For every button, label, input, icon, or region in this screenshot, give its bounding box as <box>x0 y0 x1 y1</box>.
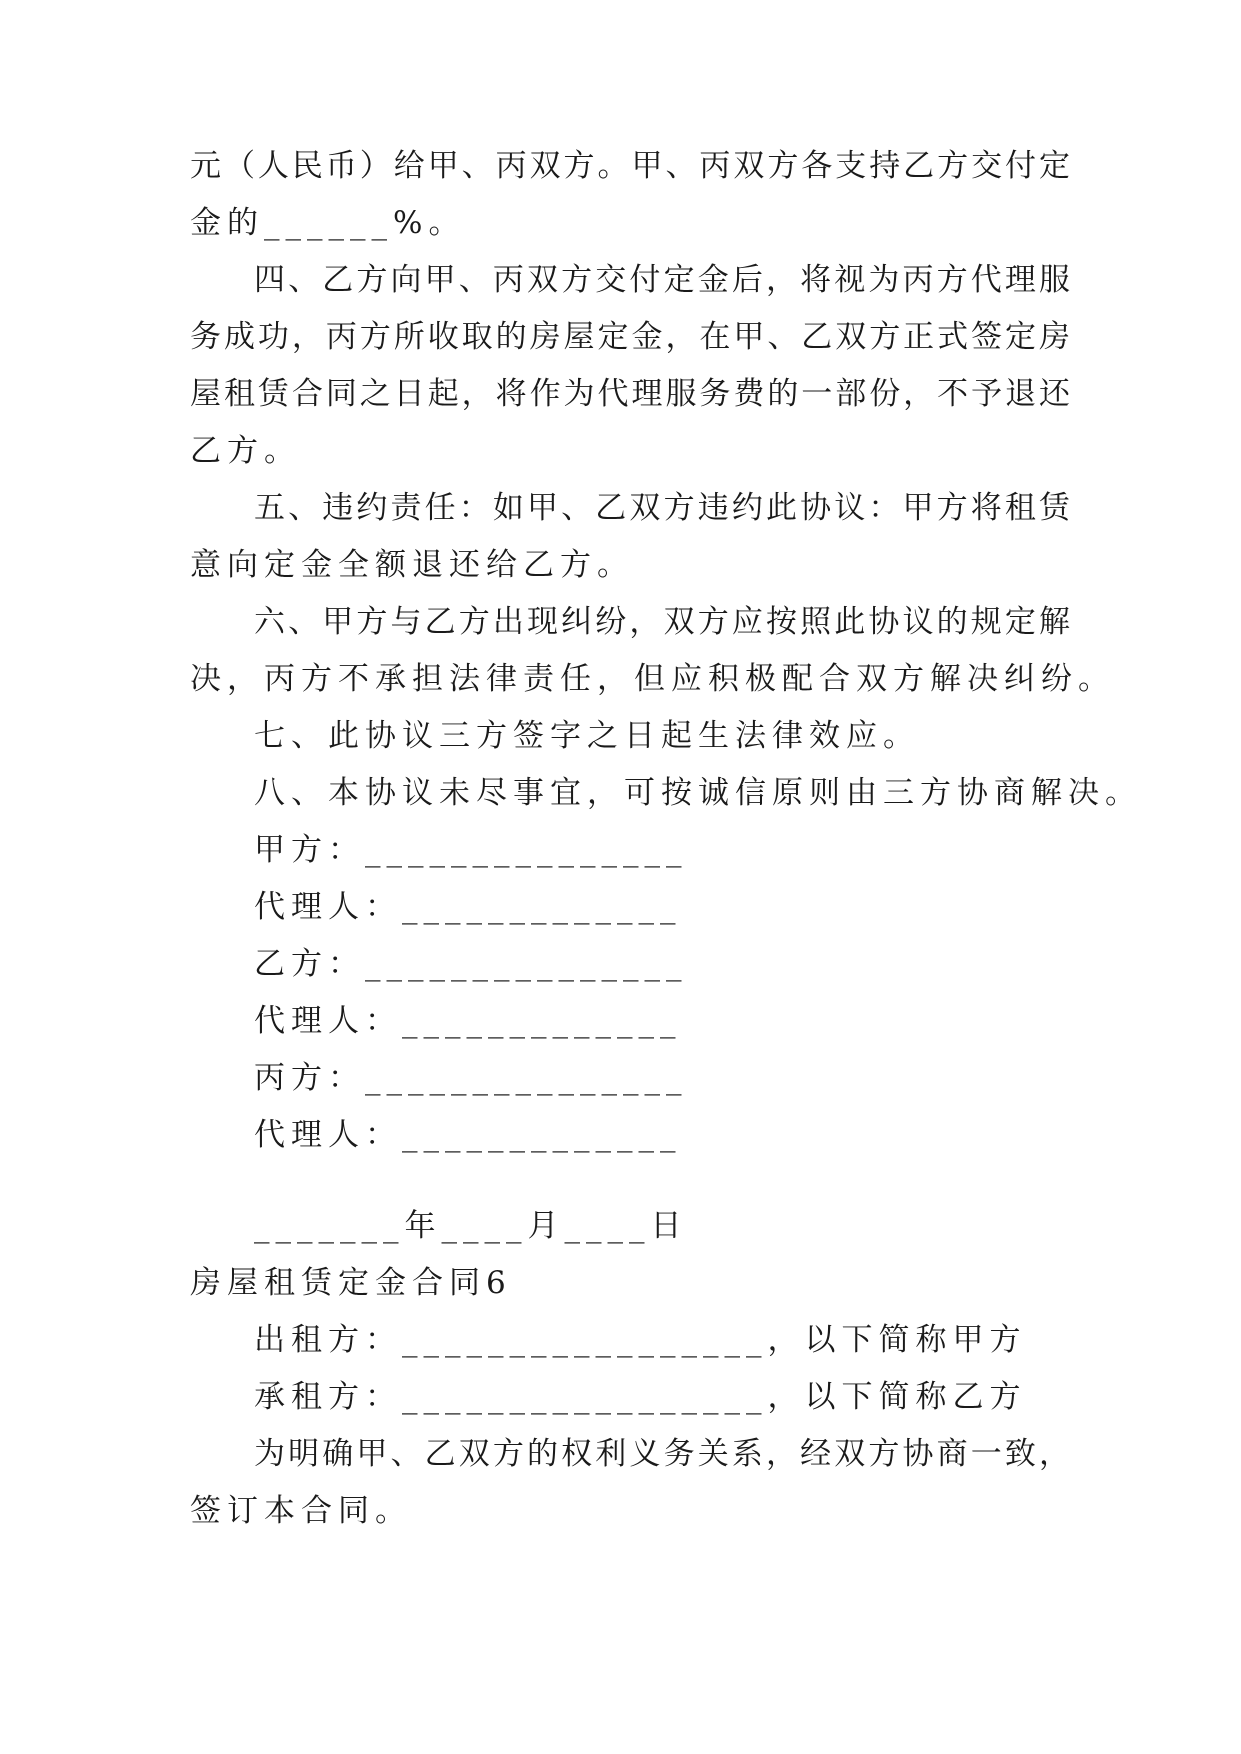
party-a-signature-line: 甲方：_______________ <box>254 832 688 868</box>
date-line: _______年____月____日 <box>254 1208 688 1244</box>
clause-four-line: 四、乙方向甲、丙双方交付定金后，将视为丙方代理服 <box>254 262 1070 298</box>
agent-signature-line: 代理人：_____________ <box>254 1003 682 1039</box>
agent-signature-line: 代理人：_____________ <box>254 889 682 925</box>
clause-five-line: 五、违约责任：如甲、乙双方违约此协议：甲方将租赁 <box>254 490 1070 526</box>
lessee-line: 承租方：_________________，以下简称乙方 <box>254 1379 1027 1415</box>
preamble-line: 为明确甲、乙双方的权利义务关系，经双方协商一致， <box>254 1436 1070 1472</box>
clause-eight-line: 八、本协议未尽事宜，可按诚信原则由三方协商解决。 <box>254 775 1142 811</box>
lessor-line: 出租方：_________________，以下简称甲方 <box>254 1322 1027 1358</box>
party-c-signature-line: 丙方：_______________ <box>254 1060 688 1096</box>
paragraph-line: 签订本合同。 <box>190 1493 412 1529</box>
paragraph-line: 务成功，丙方所收取的房屋定金，在甲、乙双方正式签定房 <box>190 319 1070 355</box>
paragraph-line: 决，丙方不承担法律责任，但应积极配合双方解决纠纷。 <box>190 661 1115 697</box>
paragraph-line: 乙方。 <box>190 433 301 469</box>
agent-signature-line: 代理人：_____________ <box>254 1117 682 1153</box>
paragraph-line: 屋租赁合同之日起，将作为代理服务费的一部份，不予退还 <box>190 376 1070 412</box>
paragraph-line: 元（人民币）给甲、丙双方。甲、丙双方各支持乙方交付定 <box>190 148 1070 184</box>
paragraph-line: 意向定金全额退还给乙方。 <box>190 547 634 583</box>
paragraph-line: 金的______%。 <box>190 205 466 241</box>
clause-six-line: 六、甲方与乙方出现纠纷，双方应按照此协议的规定解 <box>254 604 1070 640</box>
clause-seven-line: 七、此协议三方签字之日起生法律效应。 <box>254 718 920 754</box>
section-heading: 房屋租赁定金合同6 <box>190 1265 512 1301</box>
party-b-signature-line: 乙方：_______________ <box>254 946 688 982</box>
